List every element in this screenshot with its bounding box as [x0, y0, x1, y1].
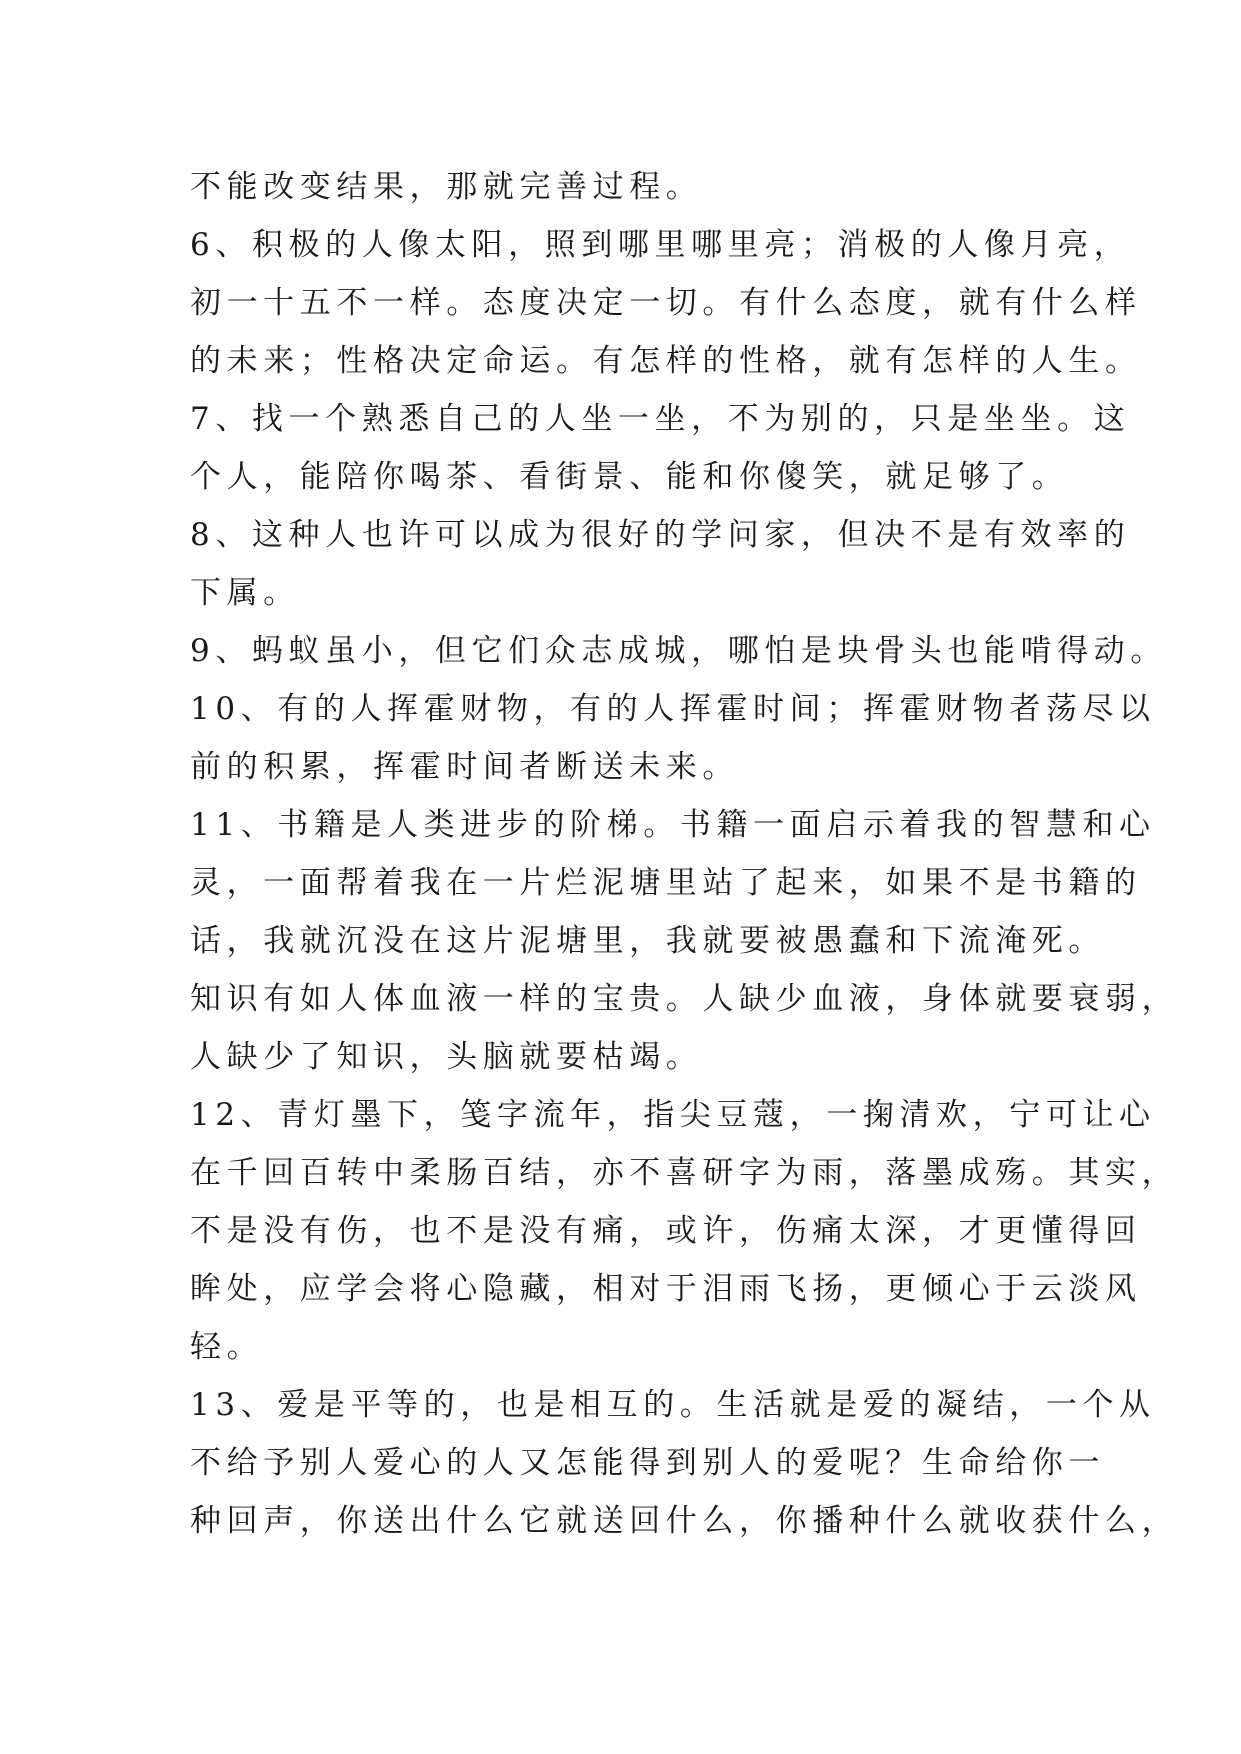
text-line: 人缺少了知识，头脑就要枯竭。 — [190, 1039, 703, 1075]
text-line: 个人，能陪你喝茶、看街景、能和你傻笑，就足够了。 — [190, 459, 1069, 495]
text-line: 8、这种人也许可以成为很好的学问家，但决不是有效率的 — [190, 517, 1131, 553]
text-line: 下属。 — [190, 575, 300, 611]
text-line: 知识有如人体血液一样的宝贵。人缺少血液，身体就要衰弱， — [190, 981, 1179, 1017]
text-line: 9、蚂蚁虽小，但它们众志成城，哪怕是块骨头也能啃得动。 — [190, 633, 1167, 669]
text-line: 话，我就沉没在这片泥塘里，我就要被愚蠢和下流淹死。 — [190, 923, 1105, 959]
text-line: 的未来；性格决定命运。有怎样的性格，就有怎样的人生。 — [190, 343, 1142, 379]
text-line: 10、有的人挥霍财物，有的人挥霍时间；挥霍财物者荡尽以 — [190, 691, 1156, 727]
text-line: 种回声，你送出什么它就送回什么，你播种什么就收获什么， — [190, 1503, 1179, 1539]
text-line: 前的积累，挥霍时间者断送未来。 — [190, 749, 739, 785]
text-line: 轻。 — [190, 1329, 264, 1365]
text-line: 灵，一面帮着我在一片烂泥塘里站了起来，如果不是书籍的 — [190, 865, 1142, 901]
text-line: 在千回百转中柔肠百结，亦不喜研字为雨，落墨成殇。其实， — [190, 1155, 1179, 1191]
text-line: 7、找一个熟悉自己的人坐一坐，不为别的，只是坐坐。这 — [190, 401, 1131, 437]
text-line: 12、青灯墨下，笺字流年，指尖豆蔻，一掬清欢，宁可让心 — [190, 1097, 1156, 1133]
text-line: 11、书籍是人类进步的阶梯。书籍一面启示着我的智慧和心 — [190, 807, 1156, 843]
text-line: 不是没有伤，也不是没有痛，或许，伤痛太深，才更懂得回 — [190, 1213, 1142, 1249]
text-line: 6、积极的人像太阳，照到哪里哪里亮；消极的人像月亮， — [190, 227, 1131, 263]
text-line: 13、爱是平等的，也是相互的。生活就是爱的凝结，一个从 — [190, 1387, 1156, 1423]
text-line: 初一十五不一样。态度决定一切。有什么态度，就有什么样 — [190, 285, 1142, 321]
text-line: 不给予别人爱心的人又怎能得到别人的爱呢？生命给你一 — [190, 1445, 1105, 1481]
text-line: 不能改变结果，那就完善过程。 — [190, 169, 703, 205]
text-line: 眸处，应学会将心隐藏，相对于泪雨飞扬，更倾心于云淡风 — [190, 1271, 1142, 1307]
body-text — [190, 158, 1179, 1550]
